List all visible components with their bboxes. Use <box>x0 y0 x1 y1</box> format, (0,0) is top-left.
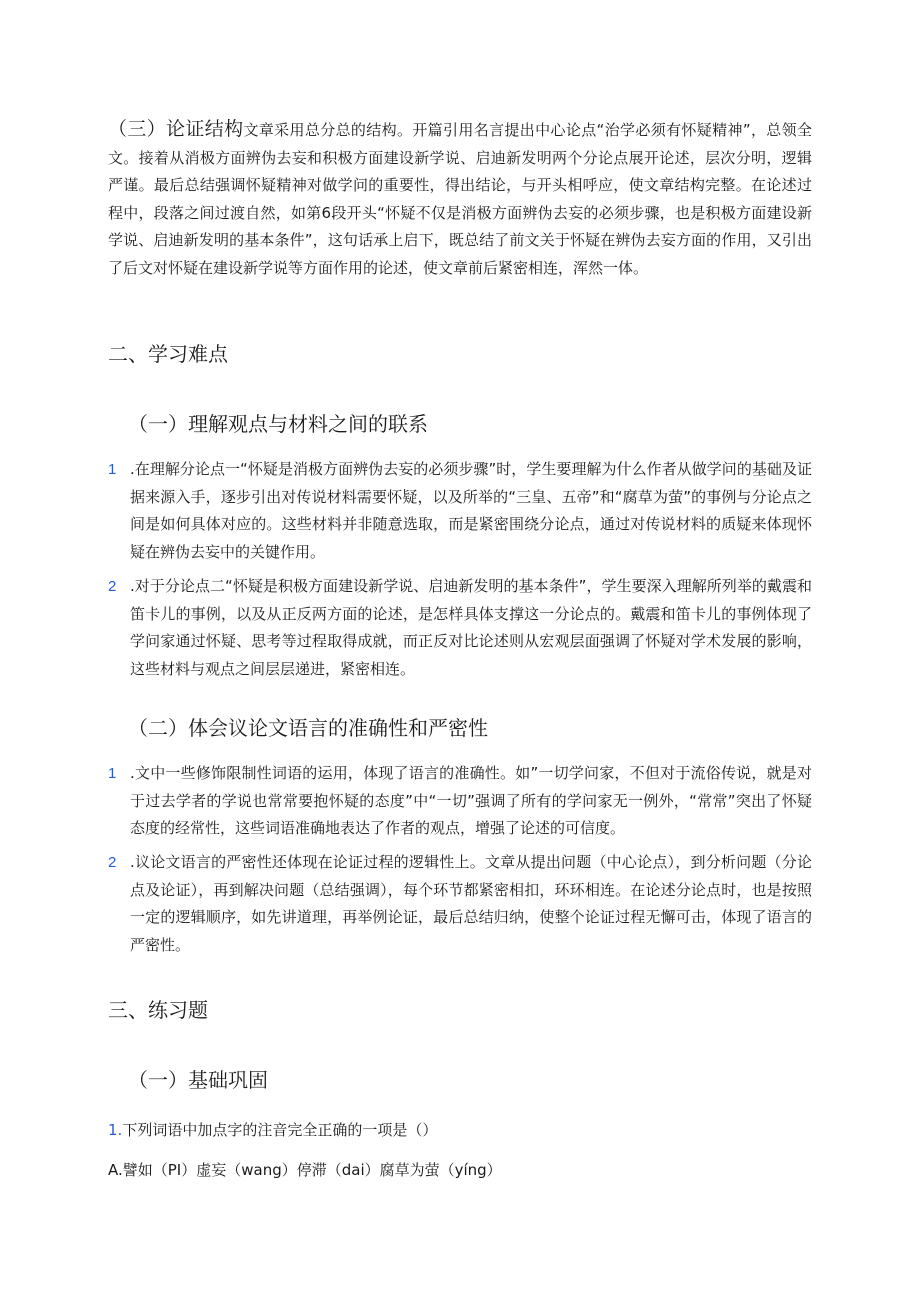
list-item <box>108 849 812 959</box>
list-number: 1 <box>108 461 117 478</box>
list-text: .对于分论点二“怀疑是积极方面建设新学说、启迪新发明的基本条件”，学生要深入理解所列举的戴震和笛卡儿的事例，以及从正反两方面的论述，是怎样具体支撑这一分论点的。戴震和笛卡儿的事例体现了学问家通过怀疑、思考等过程取得成就，而正反对比论述则从宏观层面强调了怀疑对学术发展的影响，这些材料与观点之间层层递进，紧密相连。 <box>130 577 812 678</box>
list-item <box>108 456 812 566</box>
section-argument-structure <box>108 116 812 282</box>
list-text: .文中一些修饰限制性词语的运用，体现了语言的准确性。如”一切学问家，不但对于流俗传说，就是对于过去学者的学说也常常要抱怀疑的态度”中“一切”强调了所有的学问家无一例外，“常常”突出了怀疑态度的经常性，这些词语准确地表达了作者的观点，增强了论述的可信度。 <box>130 764 812 837</box>
list-text: .议论文语言的严密性还体现在论证过程的逻辑性上。文章从提出问题（中心论点），到分析问题（分论点及论证），再到解决问题（总结强调），每个环节都紧密相扣，环环相连。在论述分论点时，也是按照一定的逻辑顺序，如先讲道理，再举例论证，最后总结归纳，使整个论证过程无懈可击，体现了语言的严密性。 <box>130 853 812 954</box>
list-number: 1 <box>108 765 117 782</box>
section-body: 文章采用总分总的结构。开篇引用名言提出中心论点“治学必须有怀疑精神”，总领全文。接着从消极方面辨伪去妄和积极方面建设新学说、启迪新发明两个分论点展开论述，层次分明，逻辑严谨。最后总结强调怀疑精神对做学问的重要性，得出结论，与开头相呼应，使文章结构完整。在论述过程中，段落之间过渡自然，如第6段开头“怀疑不仅是消极方面辨伪去妄的必须步骤，也是积极方面建设新学说、启迪新发明的基本条件”，这句话承上启下，既总结了前文关于怀疑在辨伪去妄方面的作用，又引出了后文对怀疑在建设新学说等方面作用的论述，使文章前后紧密相连，浑然一体。 <box>108 121 812 277</box>
subheading-basic-consolidation: （一）基础巩固 <box>128 1068 268 1092</box>
subheading-language-precision: （二）体会议论文语言的准确性和严密性 <box>128 716 488 740</box>
list-item <box>108 573 812 683</box>
question-number: 1. <box>108 1121 123 1139</box>
list-text: .在理解分论点一“怀疑是消极方面辨伪去妄的必须步骤”时，学生要理解为什么作者从做学问的基础及证据来源入手，逐步引出对传说材料需要怀疑，以及所举的“三皇、五帝”和“腐草为萤”的事例与分论点之间是如何具体对应的。这些材料并非随意选取，而是紧密围绕分论点，通过对传说材料的质疑来体现怀疑在辨伪去妄中的关键作用。 <box>130 460 812 561</box>
heading-exercises: 三、练习题 <box>108 998 208 1022</box>
heading-learning-difficulty: 二、学习难点 <box>108 342 228 366</box>
question-text: 下列词语中加点字的注音完全正确的一项是（） <box>122 1121 438 1139</box>
list-number: 2 <box>108 854 117 871</box>
list-item <box>108 760 812 843</box>
section-heading: （三）论证结构 <box>108 118 244 140</box>
option-a: A.譬如（PI）虚妄（wang）停滞（dai）腐草为萤（yíng） <box>108 1161 502 1179</box>
question-1 <box>108 1117 437 1143</box>
list-number: 2 <box>108 578 117 595</box>
subheading-viewpoint-material: （一）理解观点与材料之间的联系 <box>128 412 428 436</box>
